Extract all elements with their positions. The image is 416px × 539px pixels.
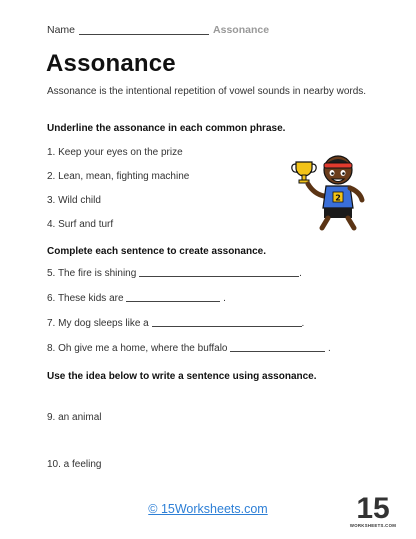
sentence-text: 6. These kids are xyxy=(47,293,124,304)
section1-heading: Underline the assonance in each common phrase. xyxy=(47,123,286,134)
name-line xyxy=(47,24,269,36)
sentence-end: . xyxy=(220,293,226,304)
intro-text: Assonance is the intentional repetition of vowel sounds in nearby words. xyxy=(47,86,367,97)
phrase-item: 4. Surf and turf xyxy=(47,219,114,230)
phrase-item: 1. Keep your eyes on the prize xyxy=(47,147,183,158)
answer-blank[interactable] xyxy=(139,276,299,277)
sentence-end: . xyxy=(301,318,305,329)
sentence-item xyxy=(47,318,304,329)
section2-heading: Complete each sentence to create assonance. xyxy=(47,246,266,257)
trophy-icon xyxy=(292,162,316,183)
name-blank[interactable] xyxy=(79,34,209,35)
section3-heading: Use the idea below to write a sentence using assonance. xyxy=(47,371,317,382)
prompt-item: 10. a feeling xyxy=(47,459,102,470)
logo-label: WORKSHEETS.COM xyxy=(349,523,397,528)
topic-label: Assonance xyxy=(213,24,270,36)
trophy-kid-illustration xyxy=(288,146,372,230)
name-label: Name xyxy=(47,24,76,36)
sentence-item xyxy=(47,343,331,354)
phrase-item: 2. Lean, mean, fighting machine xyxy=(47,171,190,182)
svg-text:2: 2 xyxy=(335,193,341,203)
sentence-text: 5. The fire is shining xyxy=(47,268,137,279)
footer-link-text[interactable]: © 15Worksheets.com xyxy=(148,502,268,516)
sentence-item xyxy=(47,293,226,304)
sentence-text: 8. Oh give me a home, where the buffalo xyxy=(47,343,228,354)
sentence-end: . xyxy=(299,268,302,279)
answer-blank[interactable] xyxy=(126,301,220,302)
answer-blank[interactable] xyxy=(152,326,302,327)
sentence-item xyxy=(47,268,302,279)
worksheets-logo xyxy=(349,488,397,530)
answer-blank[interactable] xyxy=(230,351,325,352)
page-title: Assonance xyxy=(46,50,176,77)
sentence-end: . xyxy=(325,343,331,354)
sentence-text: 7. My dog sleeps like a xyxy=(47,318,149,329)
phrase-item: 3. Wild child xyxy=(47,195,101,206)
prompt-item: 9. an animal xyxy=(47,412,102,423)
logo-number: 15 xyxy=(356,492,390,525)
